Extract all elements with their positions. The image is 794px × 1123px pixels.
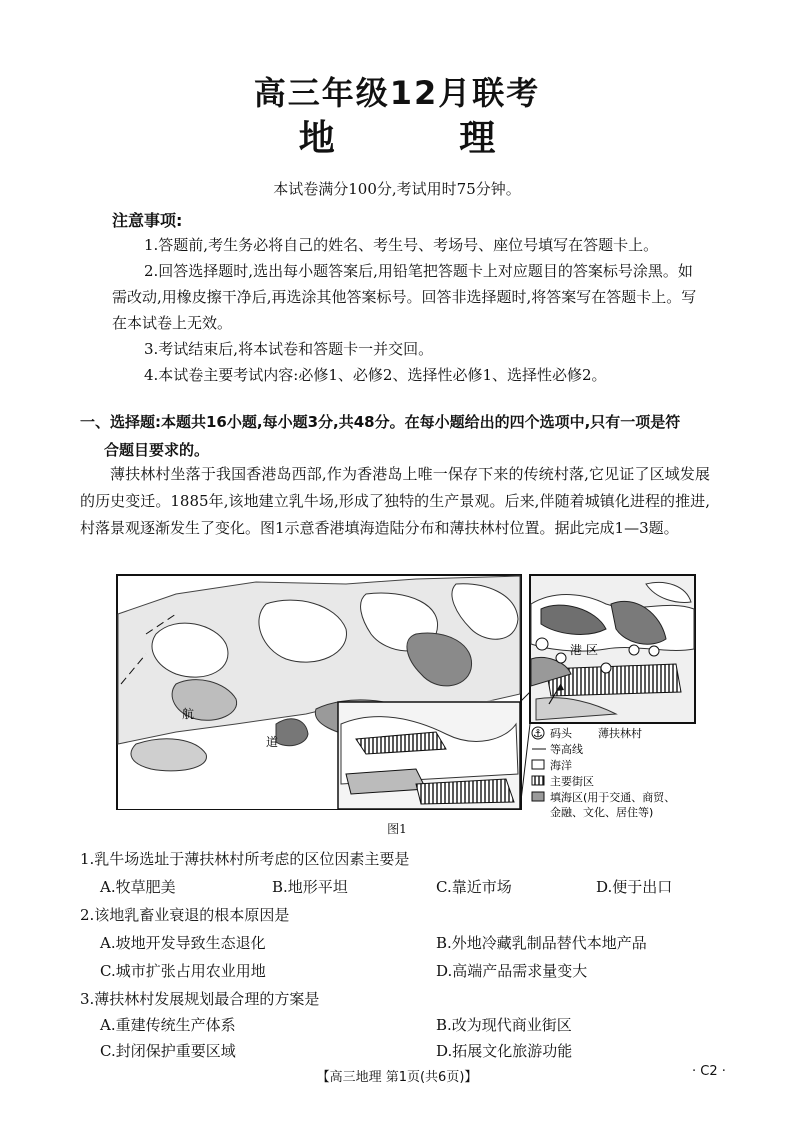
q2-option-c: C.城市扩张占用农业用地 [100, 962, 266, 980]
section-heading-line1: 一、选择题:本题共16小题,每小题3分,共48分。在每小题给出的四个选项中,只有一项是符 [80, 413, 681, 431]
notice-heading: 注意事项: [112, 211, 183, 230]
q1-option-c: C.靠近市场 [436, 878, 512, 896]
label-hang: 航 [182, 707, 195, 721]
figure-1-map [116, 574, 696, 819]
q2-option-a: A.坡地开发导致生态退化 [100, 934, 266, 952]
label-qu: 区 [586, 643, 599, 657]
notice-item-3: 3.考试结束后,将本试卷和答题卡一并交回。 [144, 340, 434, 358]
legend-contour: 等高线 [550, 743, 583, 756]
q2-option-d: D.高端产品需求量变大 [436, 962, 588, 980]
reading-passage: 薄扶林村坐落于我国香港岛西部,作为香港岛上唯一保存下来的传统村落,它见证了区域发展的历史变迁。1885年,该地建立乳牛场,形成了独特的生产景观。后来,伴随着城镇化进程的推进,村落景观逐渐发生了变化。图1示意香港填海造陆分布和薄扶林村位置。据此完成1—3题。 [80, 465, 710, 537]
question-1-stem: 1.乳牛场选址于薄扶林村所考虑的区位因素主要是 [80, 850, 410, 868]
legend-pier: 码头 [550, 727, 572, 740]
label-gang: 港 [570, 643, 583, 657]
q3-option-a: A.重建传统生产体系 [100, 1016, 236, 1034]
section-heading [80, 408, 710, 464]
page-footer: 【高三地理 第1页(共6页)】 [316, 1070, 478, 1085]
map-svg [116, 574, 696, 819]
legend-village: 薄扶林村 [598, 727, 642, 740]
q2-option-b: B.外地冷藏乳制品替代本地产品 [436, 934, 647, 952]
label-dao: 道 [266, 735, 279, 749]
q3-option-d: D.拓展文化旅游功能 [436, 1042, 573, 1060]
notice-item-1: 1.答题前,考生务必将自己的姓名、考生号、考场号、座位号填写在答题卡上。 [144, 236, 659, 254]
page-code: · C2 · [692, 1064, 726, 1079]
question-2-stem: 2.该地乳畜业衰退的根本原因是 [80, 906, 290, 924]
legend-ocean: 海洋 [550, 759, 572, 772]
figure-caption: 图1 [387, 822, 407, 836]
q1-option-b: B.地形平坦 [272, 878, 348, 896]
subject-title: 地 理 [298, 118, 552, 159]
q3-option-c: C.封闭保护重要区域 [100, 1042, 236, 1060]
notice-list [112, 232, 700, 388]
q3-option-b: B.改为现代商业街区 [436, 1016, 572, 1034]
legend [532, 726, 675, 819]
q1-option-d: D.便于出口 [596, 878, 673, 896]
legend-street: 主要街区 [550, 775, 594, 788]
svg-text:⚓: ⚓ [533, 727, 543, 740]
exam-title: 高三年级12月联考 [253, 74, 541, 112]
notice-item-4: 4.本试卷主要考试内容:必修1、必修2、选择性必修1、选择性必修2。 [144, 366, 607, 384]
notice-item-2: 2.回答选择题时,选出每小题答案后,用铅笔把答题卡上对应题目的答案标号涂黑。如需改动,用橡皮擦干净后,再选涂其他答案标号。回答非选择题时,将答案写在答题卡上。写在本试卷上无效。 [112, 262, 697, 332]
q1-option-a: A.牧草肥美 [100, 878, 176, 896]
question-3-stem: 3.薄扶林村发展规划最合理的方案是 [80, 990, 320, 1008]
exam-info: 本试卷满分100分,考试用时75分钟。 [273, 180, 521, 198]
legend-reclaim-2: 金融、文化、居住等) [550, 806, 654, 819]
legend-reclaim-1: 填海区(用于交通、商贸、 [550, 791, 676, 804]
section-heading-line2: 合题目要求的。 [104, 441, 210, 459]
